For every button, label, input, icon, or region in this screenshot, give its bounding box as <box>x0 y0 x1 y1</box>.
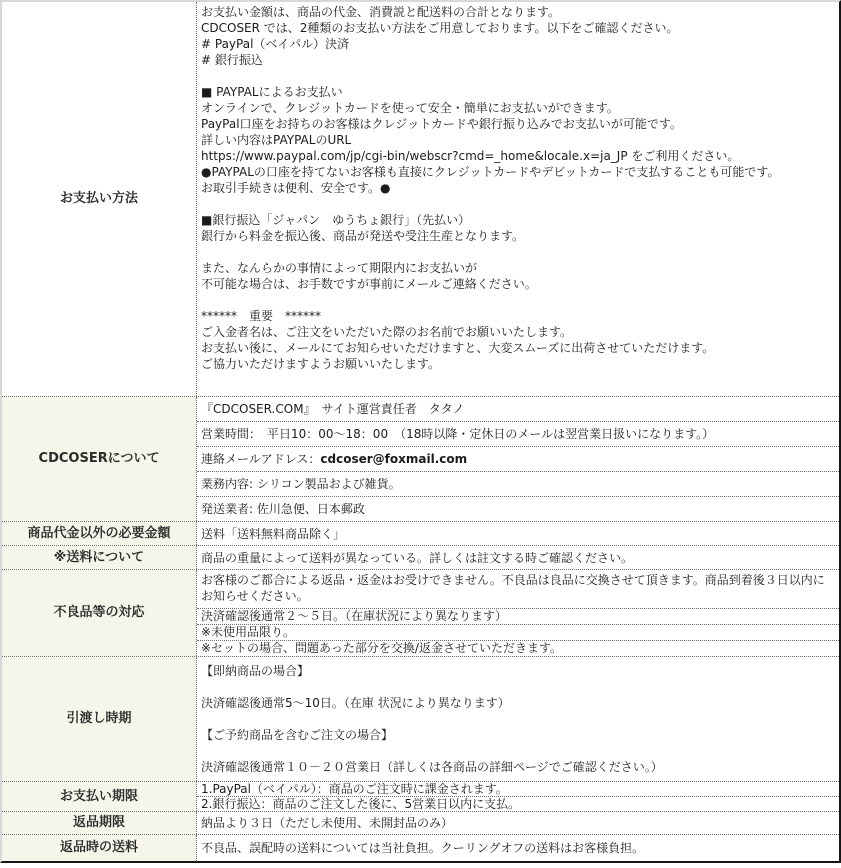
blank-line <box>201 711 835 727</box>
text-line: 詳しい内容はPAYPALのURL <box>201 133 352 147</box>
paypal-section-heading: ■ PAYPALによるお支払い <box>201 85 343 99</box>
row-label-about-cdcoser: CDCOSERについて <box>2 397 197 521</box>
row-return-period <box>2 812 839 835</box>
text-line: CDCOSER では、2種類のお支払い方法をご用意しております。以下をご確認ください。 <box>201 21 679 35</box>
contact-email-address: cdcoser@foxmail.com <box>320 452 468 466</box>
preorder-heading: 【ご予約商品を含むご注文の場合】 <box>201 728 394 742</box>
row-payment-method <box>2 2 839 397</box>
text-line: オンラインで、クレジットカードを使って安全・簡単にお支払いができます。 <box>201 101 619 115</box>
row-extra-fees <box>2 522 839 546</box>
blank-line <box>201 292 835 308</box>
blank-line <box>201 196 835 212</box>
blank-line <box>201 679 835 695</box>
bank-transfer-heading: ■銀行振込「ジャパン ゆうちょ銀行」（先払い） <box>201 213 471 227</box>
row-payment-deadline <box>2 782 839 812</box>
text-line: ご協力いただけますようお願いいたします。 <box>201 357 441 371</box>
in-stock-delivery-text: 決済確認後通常5～10日。（在庫 状況により異なります） <box>201 696 510 710</box>
contact-email-label: 連絡メールアドレス： <box>201 452 321 466</box>
extra-fees-content <box>197 522 839 545</box>
text-line: ご入金者名は、ご注文をいただいた際のお名前でお願いいたします。 <box>201 325 573 339</box>
blank-line <box>201 244 835 260</box>
row-delivery-time <box>2 657 839 782</box>
contact-email-line <box>197 447 839 472</box>
blank-line <box>201 68 835 84</box>
payment-method-content <box>197 2 839 396</box>
text-line: また、なんらかの事情によって期限内にお支払いが <box>201 261 478 275</box>
text-line: # PayPal（ベイパル）決済 <box>201 37 350 51</box>
business-hours-line: 営業時間： 平日10：00～18：00 （18時以降・定休日のメールは翌営業日扱いになります。） <box>197 422 839 447</box>
blank-line <box>201 743 835 759</box>
return-shipping-text: 不良品、誤配時の送料については当社負担。クーリングオフの送料はお客様負担。 <box>201 841 645 855</box>
return-period-content <box>197 812 839 834</box>
row-shipping-note <box>2 546 839 570</box>
defective-goods-content <box>197 570 839 656</box>
payment-deadline-content <box>197 782 839 811</box>
row-label-delivery-time: 引渡し時期 <box>2 657 197 781</box>
preorder-delivery-text: 決済確認後通常１０－２０営業日（詳しくは各商品の詳細ページでご確認ください。） <box>201 760 663 774</box>
return-shipping-content <box>197 835 839 861</box>
site-operator-line: 『CDCOSER.COM』 サイト運営責任者 タタノ <box>197 397 839 422</box>
about-cdcoser-content <box>197 397 839 521</box>
text-line: # 銀行振込 <box>201 53 263 67</box>
return-period-text: 納品より３日（ただし未使用、未開封品のみ） <box>201 816 454 830</box>
delivery-time-content <box>197 657 839 781</box>
defective-unused-only-note: ※未使用品限り。 <box>197 625 839 641</box>
row-label-payment-method: お支払い方法 <box>2 2 197 396</box>
text-line: 不可能な場合は、お手数ですが事前にメールご連絡ください。 <box>201 277 537 291</box>
in-stock-heading: 【即納商品の場合】 <box>201 664 310 678</box>
row-about-cdcoser <box>2 397 839 522</box>
shipping-note-content <box>197 546 839 569</box>
extra-fees-text: 送料「送料無料商品除く」 <box>201 526 346 541</box>
defective-processing-time: 決済確認後通常２～５日。（在庫状況により異なります） <box>197 609 839 625</box>
business-description-line: 業務内容: シリコン製品および雑貨。 <box>197 472 839 497</box>
row-return-shipping <box>2 835 839 861</box>
row-label-payment-deadline: お支払い期限 <box>2 782 197 811</box>
text-line: お支払い後に、メールにてお知らせいただけますと、大変スムーズに出荷させていただけます。 <box>201 341 715 355</box>
row-label-return-period: 返品期限 <box>2 812 197 834</box>
important-marker: ****** 重要 ****** <box>201 309 322 323</box>
paypal-url-text: https://www.paypal.com/jp/cgi-bin/webscr?cmd=_home&locale.x=ja_JP をご利用ください。 <box>201 149 740 163</box>
text-line: PayPal口座をお持ちのお客様はクレジットカードや銀行振り込みでお支払いが可能です。 <box>201 117 682 131</box>
row-label-defective-goods: 不良品等の対応 <box>2 570 197 656</box>
row-label-shipping-note: ※送料について <box>2 546 197 569</box>
text-line: ●PAYPALの口座を持てないお客様も直接にクレジットカードやデビットカードで支払することも可能です。 <box>201 165 780 179</box>
deadline-bank-text: 2.銀行振込：商品のご注文した後に、5営業日以内に支払。 <box>201 797 521 811</box>
deadline-paypal-text: 1.PayPal（ベイパル）：商品のご注文時に課金されます。 <box>197 782 839 797</box>
text-line: お支払い金額は、商品の代金、消費説と配送料の合計となります。 <box>201 5 561 19</box>
defective-set-note: ※セットの場合、問題あった部分を交換/返金させていただきます。 <box>201 641 563 655</box>
row-defective-goods <box>2 570 839 657</box>
shipping-note-text: 商品の重量によって送料が異なっている。詳しくは註文する時ご確認ください。 <box>201 550 634 565</box>
text-line: お取引手続きは便利、安全です。● <box>201 181 391 195</box>
row-label-extra-fees: 商品代金以外の必要金額 <box>2 522 197 545</box>
text-line: 銀行から料金を振込後、商品が発送や受注生産となります。 <box>201 229 525 243</box>
shipping-carrier-line: 発送業者: 佐川急便、日本郵政 <box>201 502 365 516</box>
row-label-return-shipping: 返品時の送料 <box>2 835 197 861</box>
defective-policy-text: お客様のご都合による返品・返金はお受けできません。不良品は良品に交換させて頂きます。商品到着後３日以内にお知らせください。 <box>197 570 839 609</box>
